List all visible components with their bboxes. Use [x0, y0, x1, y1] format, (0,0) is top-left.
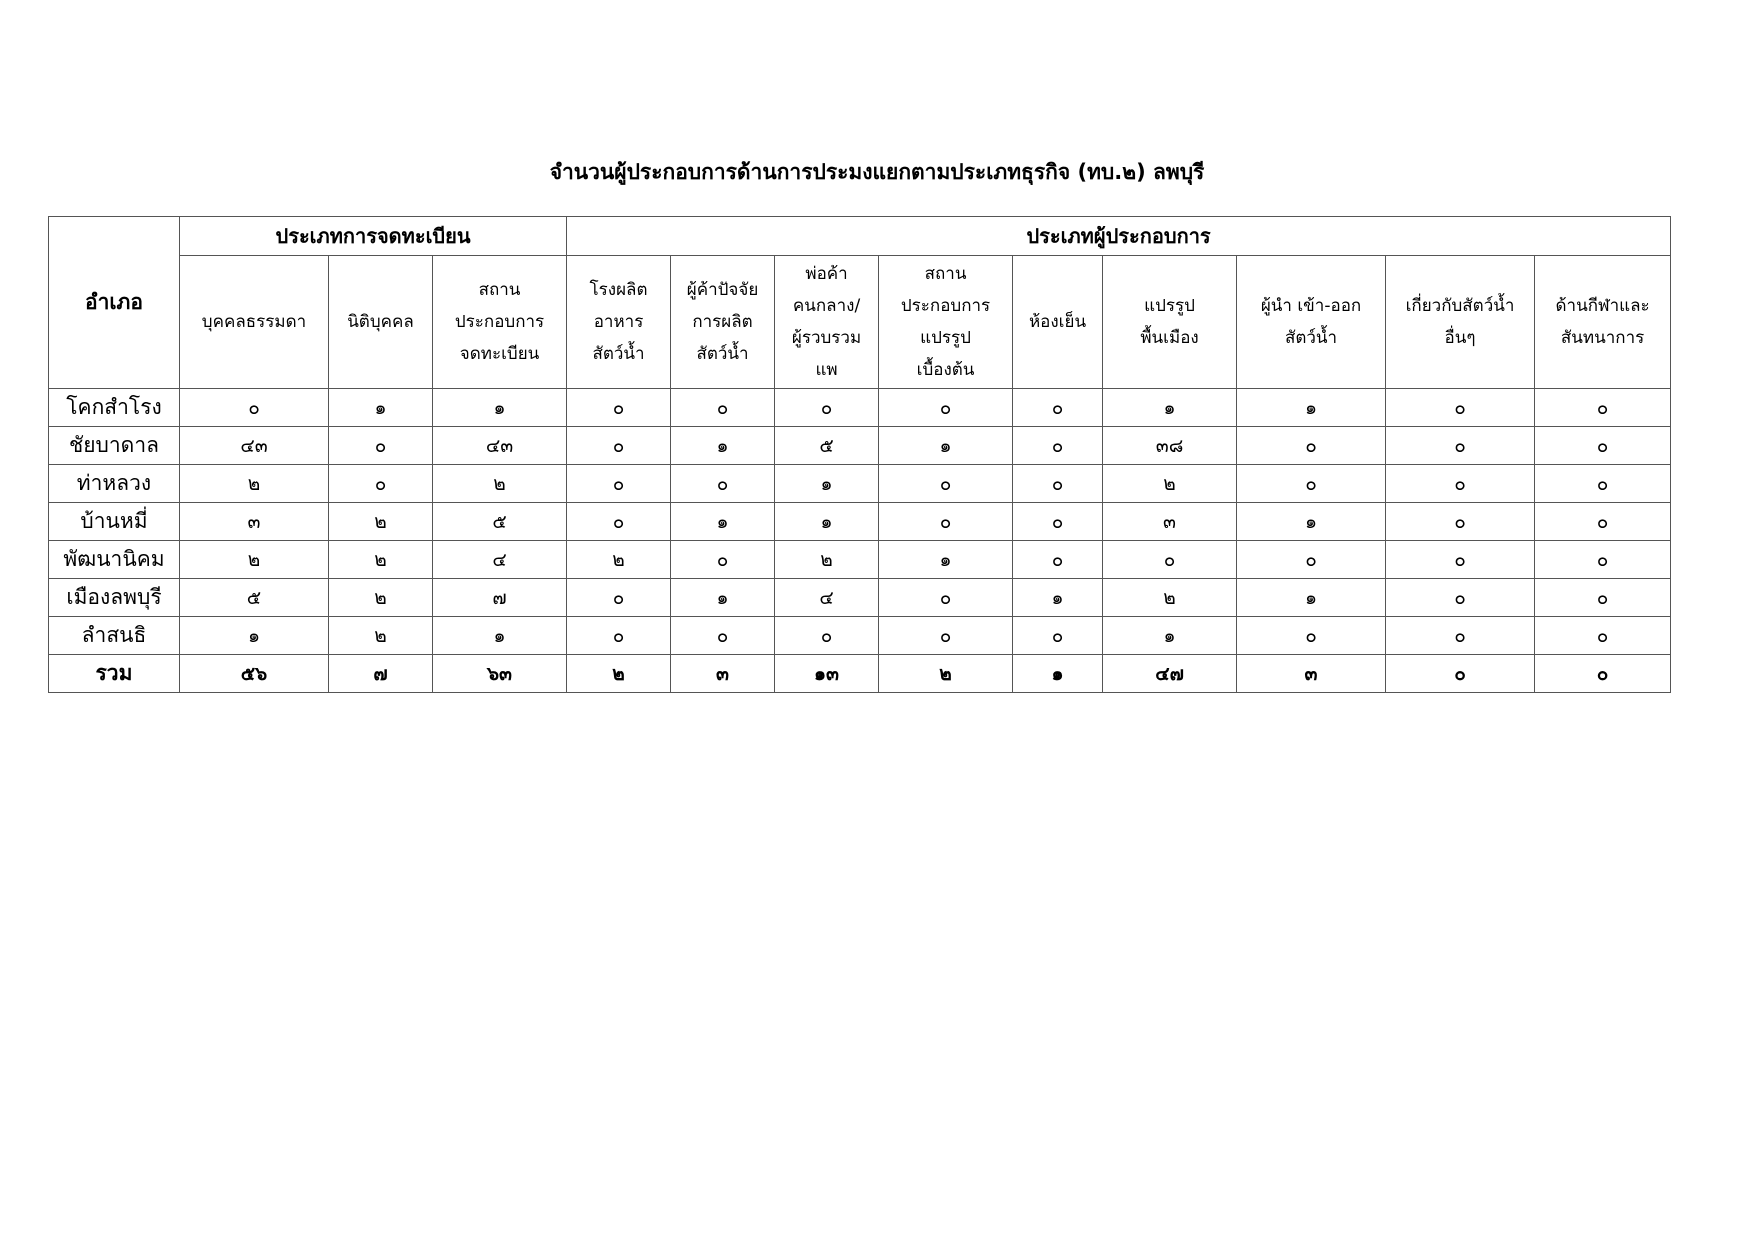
- table-cell: ๒: [180, 541, 329, 579]
- table-cell: ๓๘: [1103, 427, 1237, 465]
- table-cell: ๐: [1237, 541, 1386, 579]
- column-header-line: อื่นๆ: [1444, 328, 1476, 348]
- column-header-line: สันทนาการ: [1560, 328, 1645, 348]
- table-cell: ๑: [433, 389, 567, 427]
- table-cell: ๑: [433, 617, 567, 655]
- district-name: โคกสำโรง: [49, 389, 180, 427]
- table-cell: ๐: [1535, 427, 1671, 465]
- table-row: [49, 503, 1671, 541]
- table-cell: ๐: [671, 541, 775, 579]
- header-row-columns: [49, 256, 1671, 389]
- table-cell: ๐: [567, 579, 671, 617]
- table-cell: ๔: [775, 579, 879, 617]
- data-table: [48, 216, 1671, 693]
- table-cell: ๓: [180, 503, 329, 541]
- column-header: [1103, 256, 1237, 389]
- table-cell: ๐: [1535, 617, 1671, 655]
- column-header-line: เบื้องต้น: [916, 360, 975, 380]
- table-cell: ๖๓: [433, 655, 567, 693]
- column-header: [1013, 256, 1103, 389]
- table-cell: ๑: [671, 427, 775, 465]
- column-header-line: แปรรูป: [1144, 296, 1195, 316]
- column-header-line: แปรรูป: [920, 328, 971, 348]
- column-header-line: ประกอบการ: [454, 312, 545, 332]
- column-header: [1535, 256, 1671, 389]
- table-row: [49, 541, 1671, 579]
- district-name: ท่าหลวง: [49, 465, 180, 503]
- table-row: [49, 465, 1671, 503]
- table-row: [49, 389, 1671, 427]
- total-row: [49, 655, 1671, 693]
- table-cell: ๑: [879, 427, 1013, 465]
- group-header-operator: ประเภทผู้ประกอบการ: [567, 217, 1671, 256]
- column-header-line: จดทะเบียน: [459, 344, 540, 364]
- table-cell: ๓: [671, 655, 775, 693]
- table-cell: ๐: [1386, 389, 1535, 427]
- table-cell: ๑: [1103, 389, 1237, 427]
- table-cell: ๐: [567, 389, 671, 427]
- table-cell: ๕: [775, 427, 879, 465]
- table-cell: ๐: [1013, 389, 1103, 427]
- table-cell: ๔๓: [433, 427, 567, 465]
- table-cell: ๐: [1013, 503, 1103, 541]
- table-cell: ๐: [1237, 427, 1386, 465]
- column-header-district: อำเภอ: [49, 217, 180, 389]
- column-header-line: สถาน: [478, 280, 521, 300]
- column-header-line: การผลิต: [692, 312, 753, 332]
- table-cell: ๐: [879, 503, 1013, 541]
- column-header-line: สัตว์น้ำ: [1284, 328, 1338, 348]
- column-header-line: อาหาร: [593, 312, 644, 332]
- table-cell: ๐: [567, 427, 671, 465]
- table-cell: ๐: [1103, 541, 1237, 579]
- column-header-line: คนกลาง/: [792, 296, 861, 316]
- column-header-line: เกี่ยวกับสัตว์น้ำ: [1405, 296, 1515, 316]
- table-cell: ๐: [1386, 541, 1535, 579]
- table-cell: ๐: [1386, 655, 1535, 693]
- column-header-line: สัตว์น้ำ: [592, 344, 645, 364]
- column-header: [180, 256, 329, 389]
- table-cell: ๐: [329, 427, 433, 465]
- table-cell: ๑: [1013, 579, 1103, 617]
- table-cell: ๐: [1535, 579, 1671, 617]
- table-cell: ๐: [671, 389, 775, 427]
- group-header-registration: ประเภทการจดทะเบียน: [180, 217, 567, 256]
- column-header: [567, 256, 671, 389]
- table-cell: ๑: [671, 579, 775, 617]
- table-cell: ๗: [329, 655, 433, 693]
- table-cell: ๑: [180, 617, 329, 655]
- table-cell: ๐: [1386, 465, 1535, 503]
- table-cell: ๑: [1013, 655, 1103, 693]
- table-cell: ๐: [1013, 617, 1103, 655]
- table-cell: ๐: [1013, 541, 1103, 579]
- table-cell: ๐: [1535, 503, 1671, 541]
- table-cell: ๔: [433, 541, 567, 579]
- table-cell: ๒: [329, 579, 433, 617]
- column-header-line: พื้นเมือง: [1140, 328, 1199, 348]
- table-row: [49, 427, 1671, 465]
- table-cell: ๒: [329, 617, 433, 655]
- table-cell: ๐: [1535, 655, 1671, 693]
- table-cell: ๐: [567, 465, 671, 503]
- table-cell: ๑: [1103, 617, 1237, 655]
- column-header: [1386, 256, 1535, 389]
- table-cell: ๐: [879, 389, 1013, 427]
- table-cell: ๐: [567, 617, 671, 655]
- column-header: [671, 256, 775, 389]
- table-cell: ๐: [879, 465, 1013, 503]
- table-cell: ๒: [1103, 579, 1237, 617]
- table-cell: ๒: [329, 503, 433, 541]
- table-cell: ๓: [1237, 655, 1386, 693]
- table-cell: ๑: [879, 541, 1013, 579]
- district-name: ชัยบาดาล: [49, 427, 180, 465]
- table-cell: ๐: [1237, 465, 1386, 503]
- column-header: [775, 256, 879, 389]
- table-cell: ๐: [775, 617, 879, 655]
- column-header-line: นิติบุคคล: [347, 312, 414, 332]
- column-header: [433, 256, 567, 389]
- column-header-line: ผู้ค้าปัจจัย: [686, 280, 759, 300]
- table-cell: ๒: [329, 541, 433, 579]
- table-cell: ๕๖: [180, 655, 329, 693]
- column-header-line: ประกอบการ: [900, 296, 991, 316]
- district-name: พัฒนานิคม: [49, 541, 180, 579]
- table-cell: ๐: [879, 617, 1013, 655]
- table-cell: ๑๓: [775, 655, 879, 693]
- table-cell: ๐: [1013, 427, 1103, 465]
- column-header-line: ผู้รวบรวม: [791, 328, 862, 348]
- column-header-line: ผู้นำ เข้า-ออก: [1260, 296, 1362, 316]
- header-row-groups: [49, 217, 1671, 256]
- table-cell: ๑: [1237, 503, 1386, 541]
- table-cell: ๒: [1103, 465, 1237, 503]
- table-cell: ๒: [433, 465, 567, 503]
- table-cell: ๐: [329, 465, 433, 503]
- table-cell: ๗: [433, 579, 567, 617]
- table-cell: ๒: [180, 465, 329, 503]
- table-cell: ๐: [1386, 617, 1535, 655]
- column-header-line: บุคคลธรรมดา: [201, 312, 307, 332]
- table-row: [49, 579, 1671, 617]
- table-cell: ๐: [1535, 465, 1671, 503]
- column-header-line: แพ: [815, 360, 838, 380]
- table-cell: ๐: [879, 579, 1013, 617]
- table-body: [49, 389, 1671, 693]
- page-title: จำนวนผู้ประกอบการด้านการประมงแยกตามประเภทธุรกิจ (ทบ.๒) ลพบุรี: [549, 160, 1205, 184]
- district-name: ลำสนธิ: [49, 617, 180, 655]
- table-cell: ๐: [1535, 389, 1671, 427]
- table-cell: ๔๓: [180, 427, 329, 465]
- table-cell: ๐: [1013, 465, 1103, 503]
- table-cell: ๓: [1103, 503, 1237, 541]
- table-cell: ๔๗: [1103, 655, 1237, 693]
- table-cell: ๑: [775, 503, 879, 541]
- district-name: บ้านหมี่: [49, 503, 180, 541]
- table-cell: ๐: [1237, 617, 1386, 655]
- column-header-line: พ่อค้า: [805, 264, 848, 284]
- table-cell: ๐: [671, 617, 775, 655]
- table-cell: ๕: [180, 579, 329, 617]
- table-cell: ๒: [879, 655, 1013, 693]
- column-header-line: ด้านกีฬาและ: [1555, 296, 1650, 316]
- column-header: [879, 256, 1013, 389]
- table-cell: ๑: [1237, 579, 1386, 617]
- table-row: [49, 617, 1671, 655]
- table-cell: ๐: [1386, 503, 1535, 541]
- table-cell: ๐: [1386, 579, 1535, 617]
- column-header: [329, 256, 433, 389]
- table-cell: ๐: [671, 465, 775, 503]
- total-label: รวม: [49, 655, 180, 693]
- column-header-line: สัตว์น้ำ: [696, 344, 749, 364]
- table-cell: ๐: [180, 389, 329, 427]
- table-cell: ๑: [1237, 389, 1386, 427]
- column-header-line: ห้องเย็น: [1028, 312, 1087, 332]
- column-header: [1237, 256, 1386, 389]
- table-cell: ๐: [775, 389, 879, 427]
- table-cell: ๒: [775, 541, 879, 579]
- table-cell: ๑: [671, 503, 775, 541]
- table-cell: ๕: [433, 503, 567, 541]
- table-cell: ๑: [329, 389, 433, 427]
- table-cell: ๐: [1386, 427, 1535, 465]
- district-name: เมืองลพบุรี: [49, 579, 180, 617]
- table-cell: ๑: [775, 465, 879, 503]
- table-cell: ๐: [567, 503, 671, 541]
- column-header-line: โรงผลิต: [589, 280, 648, 300]
- table-cell: ๒: [567, 655, 671, 693]
- column-header-line: สถาน: [924, 264, 967, 284]
- table-cell: ๒: [567, 541, 671, 579]
- table-cell: ๐: [1535, 541, 1671, 579]
